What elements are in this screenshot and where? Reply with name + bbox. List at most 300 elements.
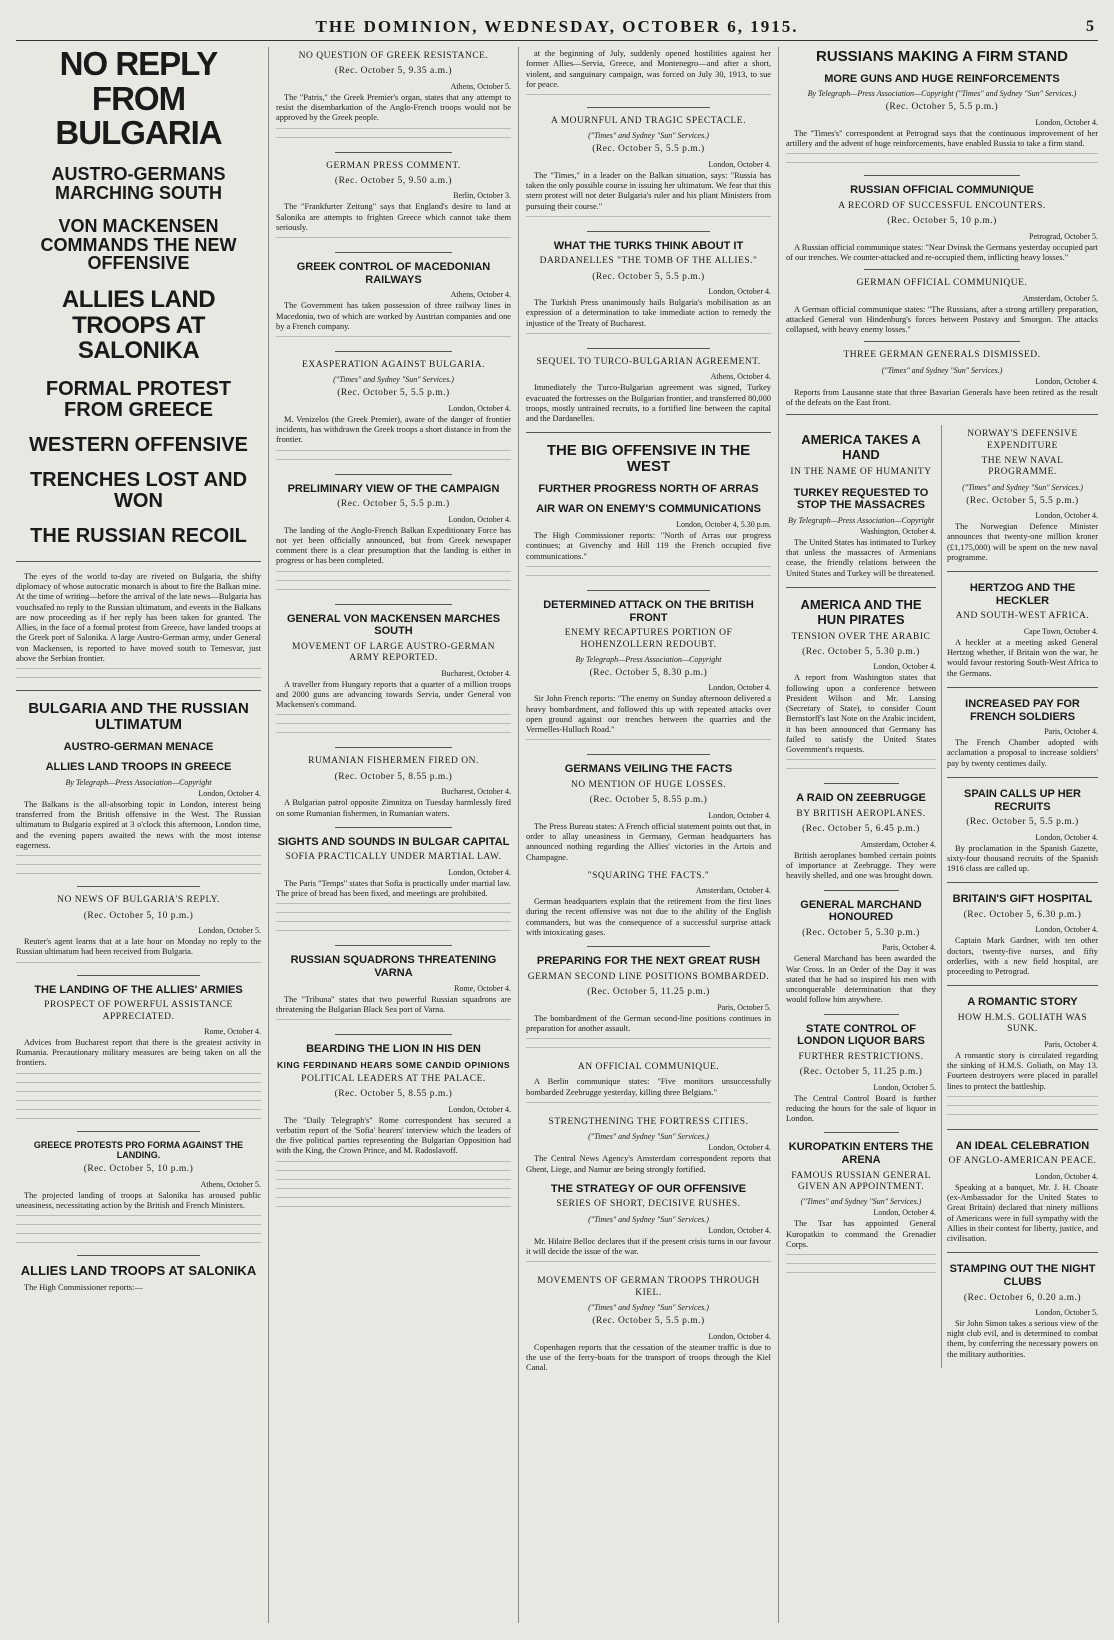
text-filler bbox=[526, 1102, 771, 1109]
article-headline: GERMANS VEILING THE FACTS bbox=[564, 763, 733, 776]
text-filler bbox=[526, 216, 771, 223]
column-4 bbox=[778, 47, 1098, 1623]
article-subhead: FURTHER PROGRESS NORTH OF ARRAS bbox=[538, 482, 759, 495]
article-body: A Russian official communique states: "Near Dvinsk the Germans yesterday occupied part of our trenches. We counter-attacked and re-occupied them, inflicting heavy losses." bbox=[786, 242, 1098, 262]
divider bbox=[335, 152, 453, 153]
text-filler bbox=[276, 137, 511, 144]
dateline: Rome, October 4. bbox=[454, 983, 511, 993]
divider bbox=[947, 571, 1098, 572]
article-headline: STRENGTHENING THE FORTRESS CITIES. bbox=[548, 1116, 749, 1127]
dateline: London, October 4. bbox=[708, 1331, 771, 1341]
divider bbox=[335, 945, 453, 946]
divider bbox=[947, 1129, 1098, 1130]
divider bbox=[16, 561, 261, 562]
article-subhead: AND SOUTH-WEST AFRICA. bbox=[955, 611, 1090, 622]
text-filler bbox=[276, 732, 511, 739]
divider bbox=[587, 946, 710, 947]
received-time: (Rec. October 5, 5.30 p.m.) bbox=[802, 647, 920, 658]
article-body: Immediately the Turco-Bulgarian agreement was signed, Turkey evacuated the fortresses on the Bulgarian frontier, and transferred 80,000 troops, mostly untrained recruits, to a fortified line between the capital and the Dardanelles. bbox=[526, 383, 771, 424]
article bbox=[786, 899, 936, 1006]
article-subhead: AUSTRO-GERMAN MENACE bbox=[63, 740, 214, 753]
article-subhead: KING FERDINAND HEARS SOME CANDID OPINIONS bbox=[276, 1059, 510, 1070]
headline-6: WESTERN OFFENSIVE bbox=[29, 433, 248, 456]
article-body: A report from Washington states that following upon a conference between President Wilson and Mr. Lansing (Secretary of State), to consider Count Bernstorff's last Note on the Arabic incident, it has been announced that Germany has failed to satisfy the United States Government's requests. bbox=[786, 673, 936, 755]
dateline: Berlin, October 3. bbox=[453, 191, 511, 201]
main-headline: NO REPLY FROM BULGARIA bbox=[55, 47, 222, 152]
credit-line: ("Times" and Sydney "Sun" Services.) bbox=[588, 1214, 709, 1224]
credit-line: ("Times" and Sydney "Sun" Services.) bbox=[881, 365, 1003, 375]
article-subhead: TENSION OVER THE ARABIC bbox=[791, 631, 931, 642]
article-headline: AMERICA TAKES A HAND bbox=[801, 432, 921, 463]
article-body: The High Commissioner reports: "North of Arras our progress continues; at Givenchy and Hill 119 the French occupied five communications." bbox=[526, 531, 771, 561]
dateline: Petrograd, October 5. bbox=[1029, 231, 1098, 241]
divider bbox=[587, 590, 710, 591]
article-body: Sir John Simon takes a serious view of the night club evil, and is determined to combat them, by conferring the necessary powers on the military authorities. bbox=[947, 1318, 1098, 1359]
dateline: London, October 4. bbox=[708, 1225, 771, 1235]
article-subhead: ENEMY RECAPTURES PORTION OF HOHENZOLLERN REDOUBT. bbox=[564, 628, 733, 650]
column-2 bbox=[268, 47, 518, 1623]
credit-line: ("Times" and Sydney "Sun" Services.) bbox=[800, 1197, 922, 1207]
text-filler bbox=[16, 1233, 261, 1240]
text-filler bbox=[947, 1096, 1098, 1103]
credit-line: By Telegraph—Press Association—Copyright bbox=[575, 654, 722, 664]
article bbox=[526, 357, 771, 424]
article-headline: GENERAL MARCHAND HONOURED bbox=[800, 898, 922, 924]
text-filler bbox=[786, 768, 936, 775]
text-filler bbox=[16, 1091, 261, 1098]
dateline: Athens, October 5. bbox=[200, 1179, 261, 1189]
article-subhead: NO MENTION OF HUGE LOSSES. bbox=[570, 779, 727, 790]
article-headline: PRELIMINARY VIEW OF THE CAMPAIGN bbox=[287, 482, 500, 495]
divider bbox=[587, 231, 710, 232]
dateline: London, October 4. bbox=[448, 1104, 511, 1114]
text-filler bbox=[276, 930, 511, 937]
article bbox=[786, 433, 936, 579]
article bbox=[526, 116, 771, 223]
columns bbox=[16, 47, 1098, 1623]
dateline: London, October 4. bbox=[448, 403, 511, 413]
article-headline: RUSSIANS MAKING A FIRM STAND bbox=[816, 48, 1068, 65]
received-time: (Rec. October 5, 8.55 p.m.) bbox=[589, 795, 708, 806]
text-filler bbox=[16, 864, 261, 871]
text-filler bbox=[276, 450, 511, 457]
dateline: London, October 4. bbox=[448, 867, 511, 877]
text-filler bbox=[276, 459, 511, 466]
text-filler bbox=[16, 1109, 261, 1116]
article bbox=[947, 429, 1098, 563]
article-body: The "Frankfurter Zeitung" says that England's desire to land at Salonika are attempts to frighten Greece which cannot take them seriously. bbox=[276, 202, 511, 232]
dateline: London, October 5. bbox=[873, 1082, 936, 1092]
article bbox=[526, 1062, 771, 1109]
article-body: The Turkish Press unanimously hails Bulgaria's mobilisation as an expression of a determination to take immediate action to remedy the injustice of the Treaty of Bucharest. bbox=[526, 298, 771, 328]
text-filler bbox=[16, 1082, 261, 1089]
received-time: (Rec. October 5, 9.50 a.m.) bbox=[334, 175, 453, 186]
divider bbox=[335, 604, 453, 605]
text-filler bbox=[16, 1100, 261, 1107]
article-headline: AMERICA AND THE HUN PIRATES bbox=[800, 596, 922, 627]
article-headline: BULGARIA AND THE RUSSIAN ULTIMATUM bbox=[28, 700, 249, 733]
article-body: The Norwegian Defence Minister announces that twenty-one million kroner (£1,175,000) will be spent on the new naval programme. bbox=[947, 522, 1098, 562]
dateline: Amsterdam, October 5. bbox=[1022, 293, 1098, 303]
text-filler bbox=[786, 1272, 936, 1279]
credit-line: By Telegraph—Press Association—Copyright ("Times" and Sydney "Sun" Services.) bbox=[807, 89, 1077, 99]
article bbox=[786, 598, 936, 776]
received-time: (Rec. October 5, 8.55 p.m.) bbox=[334, 771, 453, 782]
text-filler bbox=[276, 912, 511, 919]
article-subhead: ALLIES LAND TROOPS IN GREECE bbox=[45, 761, 232, 774]
text-filler bbox=[276, 589, 511, 596]
text-filler bbox=[786, 153, 1098, 160]
column-3 bbox=[518, 47, 778, 1623]
article bbox=[276, 836, 511, 938]
article-subhead: FAMOUS RUSSIAN GENERAL GIVEN AN APPOINTMENT. bbox=[791, 1170, 931, 1193]
dateline: Paris, October 4. bbox=[882, 943, 936, 953]
received-time: (Rec. October 5, 6.45 p.m.) bbox=[802, 824, 920, 835]
article-body: The "Times's" correspondent at Petrograd says that the continuous improvement of her artillery and the advent of huge reinforcements, have enabled Russia to take a firm stand. bbox=[786, 128, 1098, 149]
divider bbox=[77, 1131, 200, 1132]
dateline: London, October 4. bbox=[1035, 832, 1098, 842]
divider bbox=[335, 252, 453, 253]
dateline: London, October 5. bbox=[198, 926, 261, 935]
article bbox=[276, 1043, 511, 1213]
divider bbox=[947, 777, 1098, 778]
article-body: The Central News Agency's Amsterdam correspondent reports that Ghent, Liege, and Namur are being strongly fortified. bbox=[526, 1154, 771, 1174]
received-time: (Rec. October 6, 0.20 a.m.) bbox=[963, 1292, 1082, 1303]
article-subhead: SOFIA PRACTICALLY UNDER MARTIAL LAW. bbox=[285, 852, 502, 863]
text-filler bbox=[16, 1242, 261, 1249]
text-filler bbox=[526, 1047, 771, 1054]
credit-line: By Telegraph—Press Association—Copyright bbox=[65, 777, 212, 787]
article bbox=[526, 763, 771, 862]
divider bbox=[587, 754, 710, 755]
text-filler bbox=[276, 1197, 511, 1204]
divider bbox=[824, 1014, 899, 1015]
divider bbox=[947, 687, 1098, 688]
text-filler bbox=[786, 1263, 936, 1270]
dateline: London, October 4. bbox=[448, 514, 511, 524]
dateline: Athens, October 5. bbox=[450, 81, 511, 91]
article-headline: NO QUESTION OF GREEK RESISTANCE. bbox=[298, 51, 489, 61]
article bbox=[526, 599, 771, 746]
text-filler bbox=[526, 566, 771, 573]
divider bbox=[587, 107, 710, 108]
divider bbox=[947, 985, 1098, 986]
article-body: The bombardment of the German second-line positions continues in preparation for another assault. bbox=[526, 1013, 771, 1033]
article-body: The Paris "Temps" states that Sofia is practically under martial law. The price of bread has been fixed, and meetings are prohibited. bbox=[276, 878, 511, 899]
divider bbox=[335, 827, 453, 828]
received-time: (Rec. October 5, 11.25 p.m.) bbox=[587, 987, 710, 998]
article-headline: GERMAN PRESS COMMENT. bbox=[326, 160, 461, 171]
article-headline: INCREASED PAY FOR FRENCH SOLDIERS bbox=[965, 697, 1080, 723]
article-subhead: OF ANGLO-AMERICAN PEACE. bbox=[948, 1156, 1097, 1167]
dateline: London, October 4. bbox=[708, 287, 771, 297]
article-body: A traveller from Hungary reports that a quarter of a million troops and 2000 guns are advancing towards Servia, under General von Mackensen's command. bbox=[276, 679, 511, 710]
article-headline: NORWAY'S DEFENSIVE EXPENDITURE bbox=[967, 429, 1078, 451]
article-body: A romantic story is circulated regarding the sinking of H.M.S. Goliath, on May 13. Fourteen destroyers were placed in parallel lines to protect the battleship. bbox=[947, 1050, 1098, 1091]
dateline: Paris, October 4. bbox=[1044, 1039, 1098, 1049]
article-headline: KUROPATKIN ENTERS THE ARENA bbox=[788, 1141, 934, 1166]
received-time: (Rec. October 5, 5.5 p.m.) bbox=[885, 102, 999, 113]
article-headline: THE BIG OFFENSIVE IN THE WEST bbox=[546, 442, 751, 476]
article bbox=[526, 443, 771, 582]
received-time: (Rec. October 5, 11.25 p.m.) bbox=[799, 1067, 923, 1078]
text-filler bbox=[276, 571, 511, 578]
article-body: The "Patris," the Greek Premier's organ, states that any attempt to resist the disembarkation of the Anglo-French troops would not be approved by the Greek people. bbox=[276, 92, 511, 123]
received-time: (Rec. October 5, 5.5 p.m.) bbox=[337, 388, 450, 399]
divider bbox=[77, 975, 200, 976]
article-headline: ALLIES LAND TROOPS AT SALONIKA bbox=[20, 1263, 257, 1279]
article-headline: GREECE PROTESTS PRO FORMA AGAINST THE LANDING. bbox=[33, 1139, 244, 1161]
subcolumn-left bbox=[786, 425, 942, 1368]
text-filler bbox=[526, 1038, 771, 1045]
article-headline: A ROMANTIC STORY bbox=[967, 996, 1078, 1009]
received-time: (Rec. October 5, 5.5 p.m.) bbox=[592, 271, 705, 282]
divider bbox=[824, 890, 899, 891]
text-filler bbox=[276, 1161, 511, 1168]
text-filler bbox=[16, 668, 261, 675]
received-time: (Rec. October 5, 10 p.m.) bbox=[887, 216, 997, 227]
text-filler bbox=[16, 855, 261, 862]
article-body: By proclamation in the Spanish Gazette, sixty-four thousand recruits of the Spanish 1916 class are called up. bbox=[947, 843, 1098, 874]
text-filler bbox=[276, 1170, 511, 1177]
dateline: London, October 4. bbox=[198, 788, 261, 798]
article-subhead: HOW H.M.S. GOLIATH WAS SUNK. bbox=[957, 1012, 1088, 1035]
divider bbox=[824, 1132, 899, 1133]
article bbox=[947, 996, 1098, 1120]
article-subhead: A RECORD OF SUCCESSFUL ENCOUNTERS. bbox=[838, 200, 1046, 211]
text-filler bbox=[276, 1188, 511, 1195]
dateline: Athens, October 4. bbox=[710, 372, 771, 382]
text-filler bbox=[526, 575, 771, 582]
article-headline: AN IDEAL CELEBRATION bbox=[955, 1139, 1090, 1152]
headline-2: AUSTRO-GERMANS MARCHING SOUTH bbox=[51, 163, 226, 203]
article-headline: GREEK CONTROL OF MACEDONIAN RAILWAYS bbox=[296, 261, 491, 286]
text-filler bbox=[276, 921, 511, 928]
dateline: London, October 4. bbox=[708, 159, 771, 169]
text-filler bbox=[276, 714, 511, 721]
dateline: Bucharest, October 4. bbox=[441, 787, 511, 797]
article bbox=[526, 1183, 771, 1269]
divider bbox=[864, 341, 1020, 342]
article bbox=[526, 1117, 771, 1175]
divider bbox=[587, 348, 710, 349]
article-body: The French Chamber adopted with acclamation a proposal to increase soldiers' pay by twenty centimes daily. bbox=[947, 738, 1098, 768]
split-columns bbox=[786, 425, 1098, 1368]
article-headline: SPAIN CALLS UP HER RECRUITS bbox=[964, 787, 1081, 813]
dateline: Amsterdam, October 4. bbox=[860, 839, 936, 849]
article bbox=[526, 240, 771, 340]
page-number: 5 bbox=[1086, 18, 1094, 35]
article-body: The Tsar has appointed General Kuropatkin to command the Grenadier Corps. bbox=[786, 1219, 936, 1249]
headline-8: THE RUSSIAN RECOIL bbox=[30, 524, 247, 547]
received-time: (Rec. October 5, 5.5 p.m.) bbox=[337, 499, 450, 510]
article-body: The projected landing of troops at Salonika has aroused public uneasiness, necessitating action by the British and French Ministers. bbox=[16, 1190, 261, 1210]
text-filler bbox=[276, 723, 511, 730]
divider bbox=[335, 474, 453, 475]
article bbox=[786, 792, 936, 881]
article bbox=[786, 1023, 936, 1125]
dateline: Paris, October 5. bbox=[717, 1002, 771, 1012]
dateline: Cape Town, October 4. bbox=[1023, 626, 1098, 636]
received-time: (Rec. October 5, 5.5 p.m.) bbox=[966, 817, 1079, 828]
lead-article-body: The eyes of the world to-day are riveted on Bulgaria, the shifty diplomacy of whose autocratic monarch is about to fire the Balkan mine. At the time of writing—before the arrival of the late news—Bulgaria has vouchsafed no reply to the Russian ultimatum, and events in the Balkans are now proceeding as if her reply has been taken for granted. The Allies, in the face of a formal protest from Greece, have landed troops at the Greek port of Salonika. A large Austro-German army, under General von Mackensen, is reported to have moved south to Temesvar, just above the Serbian frontier. bbox=[16, 571, 261, 663]
divider bbox=[786, 414, 1098, 415]
article-headline: BRITAIN'S GIFT HOSPITAL bbox=[952, 893, 1093, 906]
text-filler bbox=[276, 580, 511, 587]
text-filler bbox=[786, 1254, 936, 1261]
article bbox=[276, 51, 511, 144]
text-filler bbox=[16, 1118, 261, 1125]
text-filler bbox=[276, 128, 511, 135]
article bbox=[526, 955, 771, 1054]
article-subhead: SERIES OF SHORT, DECISIVE RUSHES. bbox=[556, 1199, 741, 1210]
article-body: German headquarters explain that the retirement from the first lines during the recent offensive was not due to the ability of the English commanders, but was the consequence of a successful surprise attack with intoxicating gases. bbox=[526, 897, 771, 937]
article-body: Speaking at a banquet, Mr. J. H. Choate (ex-Ambassador for the United States to Great Britain) declared that ninety millions of Americans were in full sympathy with the Allies in their contest for liberty, justice, and civilisation. bbox=[947, 1182, 1098, 1244]
dateline: London, October 4, 5.30 p.m. bbox=[676, 520, 771, 530]
text-filler bbox=[947, 1105, 1098, 1112]
credit-line: ("Times" and Sydney "Sun" Services.) bbox=[333, 375, 454, 385]
article-headline: THE STRATEGY OF OUR OFFENSIVE bbox=[550, 1182, 747, 1195]
credit-line: ("Times" and Sydney "Sun" Services.) bbox=[588, 131, 709, 141]
text-filler bbox=[526, 1261, 771, 1268]
article-headline: BEARDING THE LION IN HIS DEN bbox=[306, 1043, 481, 1056]
article-headline: SIGHTS AND SOUNDS IN BULGAR CAPITAL bbox=[277, 835, 510, 848]
article-body: Mr. Hilaire Belloc declares that if the present crisis turns in our favour it will decide the issue of the war. bbox=[526, 1236, 771, 1257]
text-filler bbox=[786, 162, 1098, 169]
dateline: London, October 4. bbox=[1035, 117, 1098, 127]
article-headline: GERMAN OFFICIAL COMMUNIQUE. bbox=[856, 278, 1028, 289]
text-filler bbox=[276, 903, 511, 910]
text-filler bbox=[947, 1114, 1098, 1121]
dateline: London, October 4. bbox=[708, 810, 771, 820]
text-filler bbox=[16, 873, 261, 880]
article-headline: STATE CONTROL OF LONDON LIQUOR BARS bbox=[797, 1022, 925, 1048]
divider bbox=[335, 351, 453, 352]
divider bbox=[947, 882, 1098, 883]
text-filler bbox=[16, 962, 261, 969]
article-subhead: FURTHER RESTRICTIONS. bbox=[798, 1051, 924, 1062]
article bbox=[276, 613, 511, 740]
article-headline: EXASPERATION AGAINST BULGARIA. bbox=[302, 360, 485, 371]
dateline: London, October 4. bbox=[1035, 925, 1098, 935]
article-headline: GENERAL VON MACKENSEN MARCHES SOUTH bbox=[286, 612, 501, 638]
article-body: Reports from Lausanne state that three Bavarian Generals have been retired as the result of the defeats on the East front. bbox=[786, 387, 1098, 407]
text-filler bbox=[16, 1215, 261, 1222]
article-body: The High Commissioner reports:— bbox=[24, 1283, 143, 1293]
article-subhead: TURKEY REQUESTED TO STOP THE MASSACRES bbox=[793, 486, 929, 512]
article bbox=[947, 1263, 1098, 1360]
received-time: (Rec. October 5, 8.55 p.m.) bbox=[334, 1089, 453, 1100]
headline-3: VON MACKENSEN COMMANDS THE NEW OFFENSIVE bbox=[40, 215, 237, 274]
article-headline: STAMPING OUT THE NIGHT CLUBS bbox=[949, 1263, 1096, 1288]
text-filler bbox=[276, 336, 511, 343]
text-filler bbox=[276, 1206, 511, 1213]
article-body: The Government has taken possession of three railway lines in Macedonia, two of which are worked by Austrian companies and one by a French company. bbox=[276, 301, 511, 331]
received-time: (Rec. October 5, 5.30 p.m.) bbox=[802, 927, 920, 938]
dateline: London, October 4. bbox=[873, 1208, 936, 1218]
divider bbox=[824, 783, 899, 784]
article-subhead: MORE GUNS AND HUGE REINFORCEMENTS bbox=[824, 72, 1060, 85]
divider bbox=[864, 175, 1020, 176]
article-subhead: POLITICAL LEADERS AT THE PALACE. bbox=[301, 1073, 486, 1084]
received-time: (Rec. October 5, 6.30 p.m.) bbox=[963, 909, 1082, 920]
article-body: The "Daily Telegraph's" Rome correspondent has secured a verbatim report of the 'Sofia' hearers' interview which the leaders of the five political parties representing the Bulgarian Opposition had with the King, the Crown Prince, and M. Radoslavoff. bbox=[276, 1115, 511, 1156]
divider bbox=[16, 690, 261, 691]
dateline: London, October 4. bbox=[708, 1143, 771, 1153]
text-filler bbox=[526, 739, 771, 746]
article bbox=[276, 161, 511, 245]
article bbox=[526, 871, 771, 938]
dateline: London, October 4. bbox=[1035, 511, 1098, 521]
article bbox=[786, 1141, 936, 1279]
article-body: The Press Bureau states: A French official statement points out that, in order to allay uneasiness in Germany, German headquarters has announced nothing regarding the Allies' victories in the Artois and Champagne. bbox=[526, 821, 771, 862]
received-time: (Rec. October 5, 5.5 p.m.) bbox=[592, 1316, 705, 1327]
text-filler bbox=[526, 333, 771, 340]
column-1 bbox=[16, 47, 268, 1623]
headline-4: ALLIES LAND TROOPS AT SALONIKA bbox=[61, 286, 216, 364]
article-headline: THE LANDING OF THE ALLIES' ARMIES bbox=[34, 983, 243, 996]
dateline: London, October 4. bbox=[1035, 1171, 1098, 1181]
article bbox=[276, 261, 511, 343]
article-headline: RUMANIAN FISHERMEN FIRED ON. bbox=[308, 756, 479, 767]
article-body: The United States has intimated to Turkey that unless the massacres of Armenians cease, the friendly relations between the United States and Turkey will be threatened. bbox=[786, 537, 936, 578]
article-subhead: DARDANELLES "THE TOMB OF THE ALLIES." bbox=[539, 256, 758, 267]
dateline: Paris, October 4. bbox=[1044, 727, 1098, 737]
divider bbox=[526, 432, 771, 433]
received-time: (Rec. October 5, 5.5 p.m.) bbox=[592, 144, 705, 155]
received-time: (Rec. October 5, 10 p.m.) bbox=[83, 1164, 194, 1175]
article-body: Reuter's agent learns that at a late hour on Monday no reply to the Russian ultimatum had been received from Bulgaria. bbox=[16, 937, 261, 957]
credit-line: ("Times" and Sydney "Sun" Services.) bbox=[962, 482, 1083, 492]
credit-line: ("Times" and Sydney "Sun" Services.) bbox=[588, 1303, 709, 1313]
article-headline: RUSSIAN OFFICIAL COMMUNIQUE bbox=[850, 184, 1034, 197]
divider bbox=[335, 1034, 453, 1035]
article bbox=[276, 483, 511, 596]
article bbox=[276, 756, 511, 818]
divider bbox=[77, 886, 200, 887]
subcolumn-right bbox=[942, 425, 1098, 1368]
article bbox=[276, 360, 511, 466]
received-time: (Rec. October 5, 5.5 p.m.) bbox=[966, 495, 1079, 506]
article-headline: PREPARING FOR THE NEXT GREAT RUSH bbox=[536, 955, 761, 968]
dateline: Bucharest, October 4. bbox=[441, 668, 511, 678]
article-subhead: PROSPECT OF POWERFUL ASSISTANCE APPRECIATED. bbox=[44, 1000, 233, 1022]
article-body: The Central Control Board is further reducing the hours for the sale of liquor in London. bbox=[786, 1093, 936, 1124]
divider bbox=[947, 1252, 1098, 1253]
dateline: Amsterdam, October 4. bbox=[695, 886, 771, 896]
article-headline: MOVEMENTS OF GERMAN TROOPS THROUGH KIEL. bbox=[537, 1276, 760, 1298]
article-body: A German official communique states: "The Russians, after a strong artillery preparation, attacked General von Hindenburg's forces between Postavy and Smorgon. The attacks collapsed, with heavy enemy losses." bbox=[786, 304, 1098, 335]
article-body: A heckler at a meeting asked General Hertzog whether, if Britain won the war, he would favour restoring South-West Africa to the Germans. bbox=[947, 637, 1098, 678]
article-body: at the beginning of July, suddenly opened hostilities against her former Allies—Servia, Greece, and Montenegro—and after a short, violent, and sanguinary campaign, was forced on July 30, 1913, to sue for peace. bbox=[526, 49, 771, 89]
article-subhead: AIR WAR ON ENEMY'S COMMUNICATIONS bbox=[536, 503, 761, 516]
article-body: The "Times," in a leader on the Balkan situation, says: "Russia has taken the only possible course in issuing her ultimatum. We fear that this stern protest will not deter Bulgaria's ruler and his pliant Ministers from pursuing their course." bbox=[526, 170, 771, 211]
text-filler bbox=[276, 1179, 511, 1186]
article-headline: SEQUEL TO TURCO-BULGARIAN AGREEMENT. bbox=[536, 356, 761, 367]
headline-7: TRENCHES LOST AND WON bbox=[29, 468, 248, 512]
divider bbox=[335, 747, 453, 748]
article-body: A Berlin communique states: "Five monitors unsuccessfully bombarded Zeebrugge yesterday, killing three Belgians." bbox=[526, 1077, 771, 1097]
article-body: Sir John French reports: "The enemy on Sunday afternoon delivered a heavy bombardment, and followed this up with repeated attacks over open ground against our trenches between the quarries and the Vermelles-Hulluch Road." bbox=[526, 694, 771, 735]
dateline: London, October 4. bbox=[1035, 376, 1098, 386]
headline-5: FORMAL PROTEST FROM GREECE bbox=[45, 377, 232, 421]
dateline: London, October 4. bbox=[873, 662, 936, 672]
article-body: A Bulgarian patrol opposite Zimnitza on Tuesday harmlessly fired on some Rumanian fishermen, in Rumanian waters. bbox=[276, 798, 511, 818]
dateline: Rome, October 4. bbox=[204, 1026, 261, 1036]
article-body: M. Venizelos (the Greek Premier), aware of the danger of frontier incidents, has withdrawn the Greek troops a short distance in from the frontier. bbox=[276, 414, 511, 445]
received-time: (Rec. October 5, 10 p.m.) bbox=[83, 910, 194, 921]
credit-line: ("Times" and Sydney "Sun" Services.) bbox=[588, 1132, 709, 1142]
